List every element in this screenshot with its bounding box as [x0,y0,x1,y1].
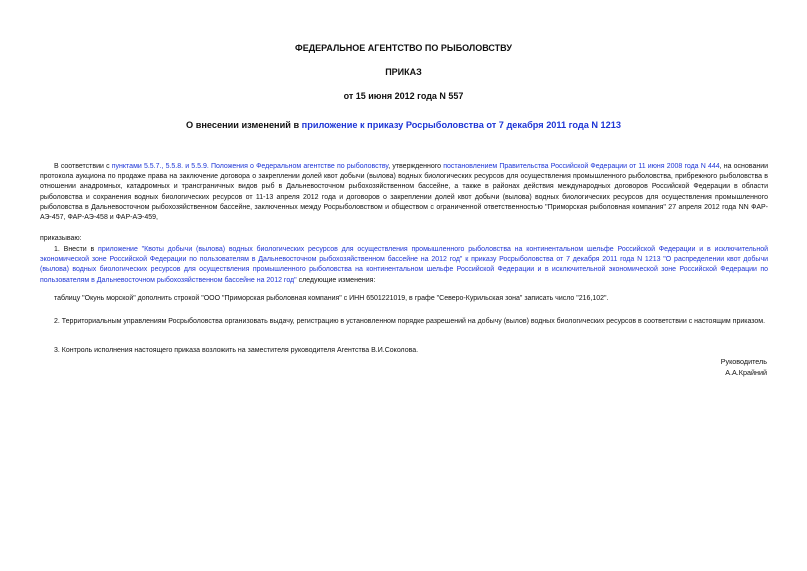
doc-type-heading: ПРИКАЗ [385,67,422,77]
signature-block [721,356,767,378]
item-2-paragraph: 2. Территориальным управлениям Росрыболовства организовать выдачу, регистрацию в установленном порядке разрешений на добычу (вылов) водных биологических ресурсов в соответствии с настоящим приказом. [54,318,766,325]
item-3-paragraph: 3. Контроль исполнения настоящего приказа возложить на заместителя руководителя Агентства В.И.Соколова. [54,347,419,354]
title-prefix: О внесении изменений в [186,120,302,130]
signature-position: Руководитель [720,357,767,366]
item-1-text-a: 1. Внести в [54,246,99,253]
government-decree-link[interactable]: постановлением Правительства Российской Федерации от 11 июня 2008 года N 444 [443,163,720,170]
item-1-text-b: следующие изменения: [296,276,376,284]
agency-heading: ФЕДЕРАЛЬНОЕ АГЕНТСТВО ПО РЫБОЛОВСТВУ [295,43,512,53]
regulation-points-link[interactable]: пунктами 5.5.7., 5.5.8. и 5.5.9. Положения о Федеральном агентстве по рыболовству [111,163,389,170]
document-title [0,120,807,130]
order-word: приказываю: [40,235,82,242]
preamble-text-a: В соответствии с [54,163,112,170]
preamble-text-c: , на основании протокола аукциона по продаже права на заключение договора о закреплении долей квот добычи (вылова) водных биологических ресурсов для осуществления промышленного рыболовства, прибрежного рыболовства в отношении анадромных, катадромных и трансграничных видов рыб в Дальневосточном рыбохозяйственном бассейне, а также в районах действия международных договоров Российской Федерации в области рыболовства и сохранения водных биологических ресурсов от 11-13 апреля 2012 года и договоров о закреплении долей квот добычи (вылова) водных биологических ресурсов для осуществления промышленного рыболовства в Дальневосточном рыбохозяйственном бассейне, заключенных между Росрыболовством и обществом с ограниченной ответственностью "Приморская рыболовная компания" 27 апреля 2012 года NN ФАР-АЭ-457, ФАР-АЭ-458 и ФАР-АЭ-459, [40,163,769,222]
appendix-link[interactable]: приложение "Квоты добычи (вылова) водных биологических ресурсов для осуществления промышленного рыболовства на континентальном шельфе Российской Федерации и в исключительной экономической зоне Российской Федерации по пользователям в Дальневосточном рыбохозяйственном бассейне на 2012 год" к приказу Росрыболовства от 7 декабря 2011 года N 1213 "О распределении квот добычи (вылова) водных биологических ресурсов для осуществления промышленного рыболовства на континентальном шельфе Российской Федерации и в исключительной экономической зоне Российской Федерации по пользователям в Дальневосточном рыбохозяйственном бассейне на 2012 год" [40,246,769,284]
table-change-paragraph: таблицу "Окунь морской" дополнить строкой "ООО "Приморская рыболовная компания" с ИНН 6501221019, в графе "Северо-Курильская зона" записать число "216,102". [54,295,609,302]
title-link[interactable]: приложение к приказу Росрыболовства от 7 декабря 2011 года N 1213 [301,120,621,130]
preamble-text-b: , утвержденного [388,163,444,170]
date-number-heading: от 15 июня 2012 года N 557 [343,91,464,101]
item-1-paragraph [40,245,768,286]
signature-name: А.А.Крайний [725,368,767,377]
preamble-paragraph [40,162,768,223]
